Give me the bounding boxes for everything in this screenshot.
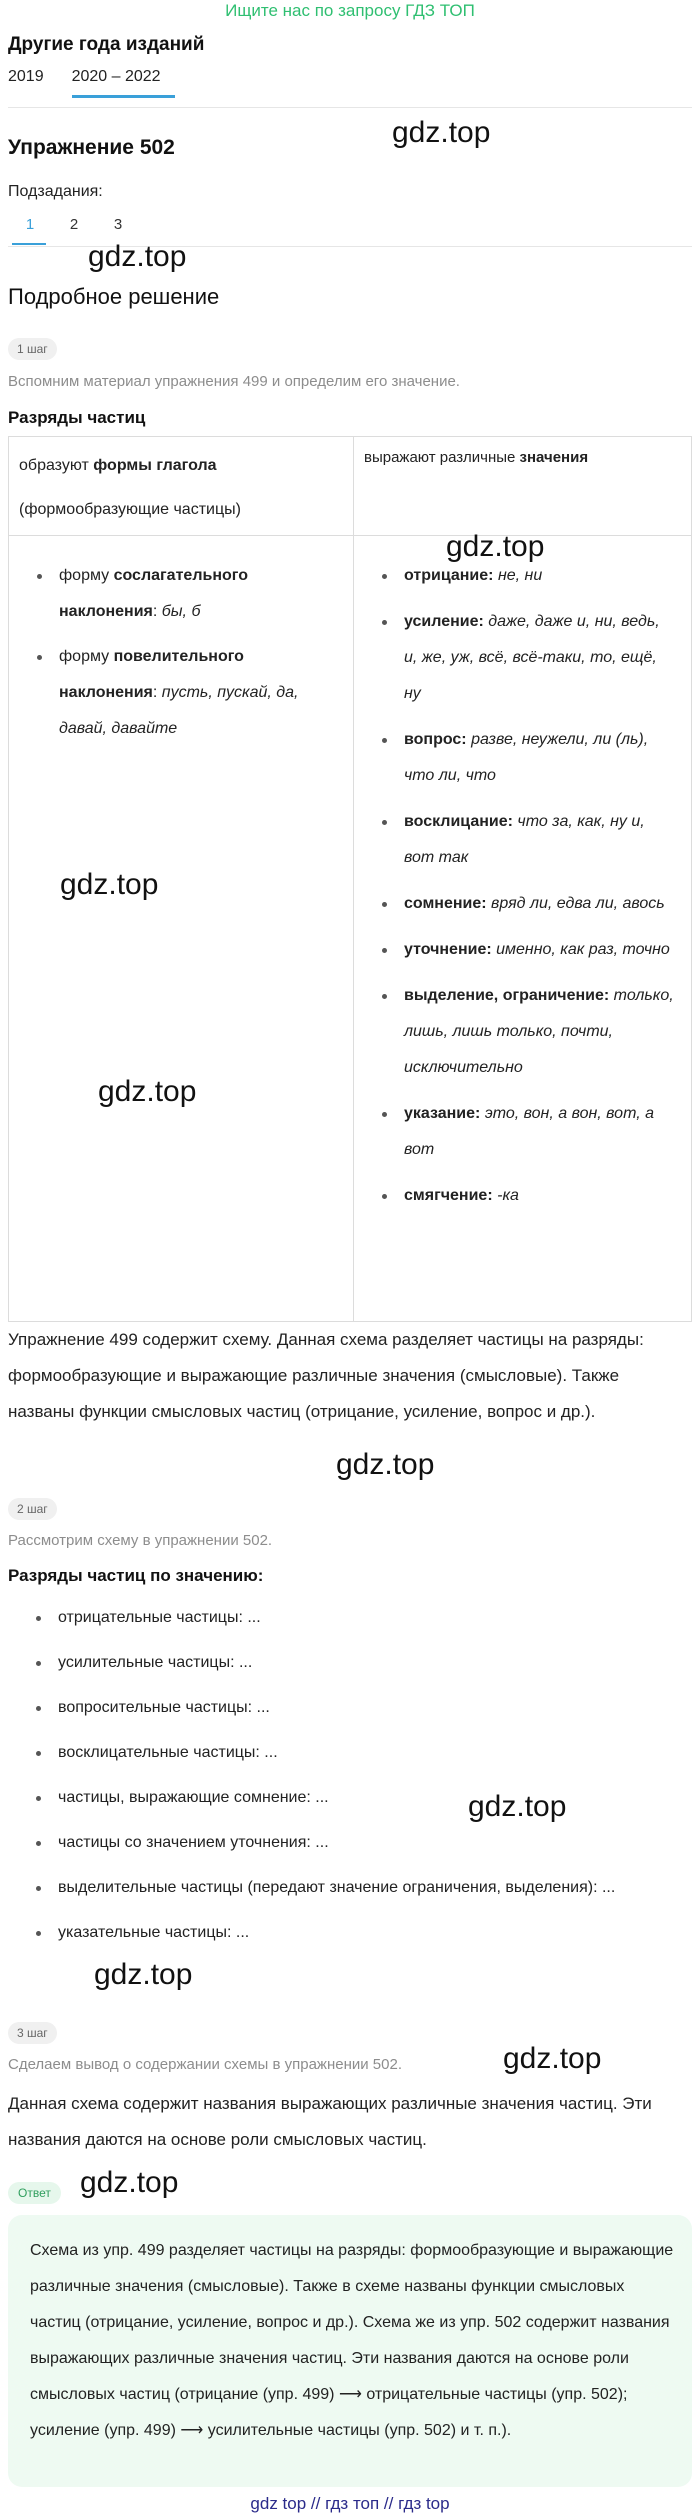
watermark-text: gdz.top	[94, 1958, 193, 1991]
item-term: смягчение:	[404, 1187, 493, 1204]
meanings-title: Разряды частиц по значению:	[8, 1566, 264, 1585]
item-term: усиление:	[404, 613, 484, 630]
list-item	[378, 804, 677, 876]
header-left-sub: (формообразующие частицы)	[19, 501, 241, 518]
item-term: сомнение:	[404, 895, 487, 912]
tab-year-2020-2022[interactable]: 2020 – 2022	[72, 68, 175, 92]
item-term: указание:	[404, 1105, 481, 1122]
tab-subtask-3[interactable]: 3	[113, 216, 123, 233]
table-cell-left	[9, 536, 354, 1322]
other-years-title: Другие года изданий	[8, 34, 205, 55]
item-examples: только, лишь, лишь только, почти, исключительно	[404, 987, 674, 1076]
item-term: выделение, ограничение:	[404, 987, 610, 1004]
list-item: вопросительные частицы: ...	[32, 1690, 698, 1735]
item-examples: разве, неужели, ли (ль), что ли, что	[404, 731, 649, 784]
tab-subtask-1[interactable]: 1	[8, 216, 52, 243]
item-term: восклицание:	[404, 813, 513, 830]
item-examples: -ка	[497, 1187, 519, 1204]
watermark-text: gdz.top	[503, 2042, 602, 2075]
search-banner[interactable]: Ищите нас по запросу ГДЗ ТОП	[225, 1, 475, 20]
item-term: повелительного наклонения	[59, 648, 244, 701]
list-item	[378, 604, 677, 712]
list-item: указательные частицы: ...	[32, 1915, 698, 1960]
item-examples: что за, как, ну и, вот так	[404, 813, 645, 866]
tab-year-2019[interactable]: 2019	[8, 68, 44, 85]
item-examples: не, ни	[497, 567, 543, 584]
watermark-text: gdz.top	[468, 1790, 567, 1823]
step-chip-1: 1 шаг	[8, 338, 57, 360]
step-hint-3: Сделаем вывод о содержании схемы в упражнении 502.	[8, 2056, 402, 2073]
item-examples: именно, как раз, точно	[496, 941, 670, 958]
item-examples: вряд ли, едва ли, авось	[491, 895, 665, 912]
form-particles-list	[9, 536, 353, 747]
year-tabs	[8, 68, 189, 92]
list-item: восклицательные частицы: ...	[32, 1735, 698, 1780]
subtask-tabs	[8, 216, 140, 243]
meaning-particles-list	[354, 536, 691, 1214]
table-header-left	[9, 437, 354, 536]
list-item	[378, 722, 677, 794]
solution-title: Подробное решение	[8, 284, 220, 309]
page-title: Упражнение 502	[8, 136, 175, 159]
footer-links[interactable]: gdz top // гдз топ // гдз top	[250, 2494, 450, 2513]
item-separator: :	[152, 684, 162, 701]
watermark-text: gdz.top	[392, 116, 491, 149]
header-left-pre: образуют	[19, 457, 94, 474]
list-item	[378, 932, 677, 968]
item-examples: это, вон, а вон, вот, а вот	[404, 1105, 654, 1158]
list-item	[378, 1178, 677, 1214]
watermark-text: gdz.top	[60, 868, 159, 901]
list-item	[378, 978, 677, 1086]
watermark-text: gdz.top	[446, 530, 545, 563]
header-right-bold: значения	[519, 449, 589, 466]
table-cell-right	[354, 536, 692, 1322]
watermark-text: gdz.top	[98, 1075, 197, 1108]
item-term: вопрос:	[404, 731, 467, 748]
list-item: выделительные частицы (передают значение ограничения, выделения): ...	[32, 1870, 698, 1915]
list-item	[33, 558, 343, 630]
item-prefix: форму	[59, 567, 114, 584]
watermark-text: gdz.top	[336, 1448, 435, 1481]
step3-text: Данная схема содержит названия выражающих различные значения частиц. Эти названия даются на основе роли смысловых частиц.	[8, 2094, 652, 2149]
header-left-bold: формы глагола	[93, 457, 217, 474]
table-title: Разряды частиц	[8, 408, 146, 427]
list-item: частицы, выражающие сомнение: ...	[32, 1780, 698, 1825]
list-item: отрицательные частицы: ...	[32, 1600, 698, 1645]
item-examples: пусть, пускай, да, давай, давайте	[59, 684, 299, 737]
answer-text: Схема из упр. 499 разделяет частицы на разряды: формообразующие и выражающие различные значения (смысловые). Также в схеме названы функции смысловых частиц (отрицание, усиление, вопрос и др.). Схема же из упр. 502 содержит названия выражающих различные значения частиц. Эти названия даются на основе роли смысловых частиц (отрицание (упр. 499) ⟶ отрицательные частицы (упр. 502); усиление (упр. 499) ⟶ усилительные частицы (упр. 502) и т. п.).	[30, 2242, 674, 2439]
divider	[8, 107, 692, 108]
step-chip-2: 2 шаг	[8, 1498, 57, 1520]
step-hint-2: Рассмотрим схему в упражнении 502.	[8, 1532, 273, 1549]
item-prefix: форму	[59, 648, 114, 665]
step1-explanation: Упражнение 499 содержит схему. Данная схема разделяет частицы на разряды: формообразующие и выражающие различные значения (смысловые). Также названы функции смысловых частиц (отрицание, усиление, вопрос и др.).	[8, 1330, 644, 1421]
item-examples: бы, б	[161, 603, 201, 620]
list-item	[378, 886, 677, 922]
watermark-text: gdz.top	[88, 240, 187, 273]
step-chip-3: 3 шаг	[8, 2022, 57, 2044]
item-term: уточнение:	[404, 941, 492, 958]
subtasks-label: Подзадания:	[8, 183, 103, 200]
step-hint-1: Вспомним материал упражнения 499 и определим его значение.	[8, 373, 460, 390]
header-right-pre: выражают различные	[364, 449, 520, 466]
table-header-right	[354, 437, 692, 536]
list-item	[378, 1096, 677, 1168]
list-item: усилительные частицы: ...	[32, 1645, 698, 1690]
answer-box	[8, 2215, 692, 2487]
list-item	[33, 639, 343, 747]
item-term: сослагательного наклонения	[59, 567, 248, 620]
item-term: отрицание:	[404, 567, 494, 584]
watermark-text: gdz.top	[80, 2166, 179, 2199]
item-separator: :	[152, 603, 162, 620]
meaning-categories-list	[8, 1600, 698, 1960]
item-examples: даже, даже и, ни, ведь, и, же, уж, всё, всё-таки, то, ещё, ну	[404, 613, 660, 702]
answer-chip: Ответ	[8, 2182, 61, 2204]
tab-subtask-2[interactable]: 2	[69, 216, 79, 233]
list-item: частицы со значением уточнения: ...	[32, 1825, 698, 1870]
